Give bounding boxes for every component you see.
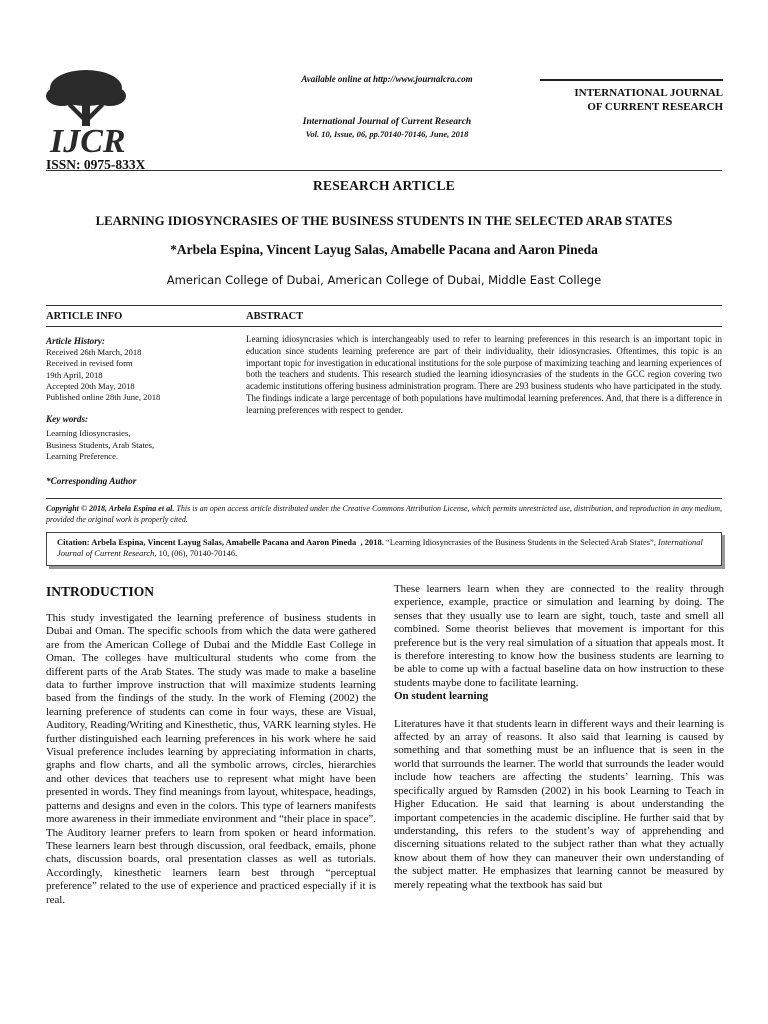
intro-paragraph: This study investigated the learning preference of business students in Dubai and Oman. The specific schools from which the data were gathered are from the American College of Dubai and the Middle East College in Oman. The colleges have multicultural students who come from the different parts of the Arab States. The study was made to make a baseline data to further improve instruction that will maximize students learning based from the findings of the study. In the work of Fleming (2002) the learning preference of students can come in four ways, these are Visual, Auditory, Reading/Writing and Kinesthetic, thus, VARK learning styles. He further distinguished each learning preferences in his work where he said Visual preference includes learning by appreciating information in charts, graphs and flow charts, and all the symbolic arrows, circles, hierarchies and other devices that teachers use to represent what might have been presented in words. They find meanings from layout, whitespace, headings, patterns and designs and even in the colors. This type of learners manifests more awareness in their immediate environment and “their place in space”. The Auditory learner prefers to learn from spoken or heard information. These learners learn best through discussion, oral feedback, emails, phone chats, discussion boards, oral presentation classes as well as tutorials. Accordingly, kinesthetic learners learn best through “perceptual preference” related to the use of experience and practiced especially if it is real. bbox=[46, 612, 376, 906]
citation-box bbox=[46, 532, 722, 566]
available-online: Available online at http://www.journalcra.com bbox=[301, 74, 473, 84]
journal-box bbox=[540, 79, 723, 114]
copyright-notice bbox=[46, 504, 722, 526]
history-item: Received in revised form bbox=[46, 358, 133, 369]
keywords-heading: Key words: bbox=[46, 414, 89, 425]
journal-box-line2: OF CURRENT RESEARCH bbox=[587, 101, 723, 113]
history-item: Published online 28th June, 2018 bbox=[46, 392, 161, 403]
left-column bbox=[46, 612, 376, 907]
journal-logo bbox=[40, 66, 130, 158]
article-title: LEARNING IDIOSYNCRASIES OF THE BUSINESS STUDENTS IN THE SELECTED ARAB STATES bbox=[95, 214, 673, 228]
subheading-student-learning: On student learning bbox=[394, 690, 489, 703]
introduction-heading: INTRODUCTION bbox=[46, 584, 155, 599]
right-paragraph-2: Literatures have it that students learn in different ways and their learning is affected by an array of reasons. It also said that learning is caused by something and that something must be an influence that is seen in the world that surrounds the learner. The world that surrounds the leader would include how teachers are affecting the students’ learning. This was specifically argued by Ramsden (2002) in his book Learning to Teach in Higher Education. He said that learning is about understanding the important competencies in the academic discipline. He further said that by understanding, this refers to the student’s way of apprehending and discerning situations related to the subject rather than what they actually know about them of how they can maneuver their own understanding of the subject matter. He emphasizes that learning cannot be measured by merely repeating what the textbook has said but bbox=[394, 717, 724, 891]
history-item: Accepted 20th May, 2018 bbox=[46, 380, 135, 391]
abstract-text: Learning idiosyncrasies which is interchangeably used to refer to learning preferences in this research is an important topic in education since students learning preference are part of their individuality, their idiosyncrasies. Oftentimes, this topic is an important topic for investigation in educational institutions for the sole purpose of maximizing teaching and learning experiences of both the teachers and students. This research studied the learning idiosyncrasies of the students in the GCC region covering two academic institutions offering business administration program. There are 293 business students who have participated in the study. The findings indicate a large percentage of both populations have multimodal learning preferences. And, that there is a difference in learning preferences with respect to gender. bbox=[246, 334, 722, 415]
history-item: Received 26th March, 2018 bbox=[46, 347, 142, 358]
citation-year: , 2018. bbox=[360, 537, 384, 547]
header-rule bbox=[46, 170, 722, 171]
copyright-text: This is an open access article distributed under the Creative Commons Attribution License, which permits unrestricted use, distribution, and reproduction in any medium, provided the original work is properly cited. bbox=[46, 504, 722, 524]
keyword-item: Learning Idiosyncrasies, bbox=[46, 428, 131, 439]
article-authors: *Arbela Espina, Vincent Layug Salas, Amabelle Pacana and Aaron Pineda bbox=[170, 242, 598, 257]
issn: ISSN: 0975-833X bbox=[46, 157, 146, 172]
journal-box-line1: INTERNATIONAL JOURNAL bbox=[574, 87, 723, 99]
article-affiliation bbox=[0, 273, 768, 288]
info-top-rule bbox=[46, 305, 722, 306]
article-type: RESEARCH ARTICLE bbox=[313, 178, 455, 193]
right-column bbox=[394, 583, 724, 892]
right-paragraph-1: These learners learn when they are connected to the reality through experience, example, practice or simulation and learning by doing. The senses that they usually use to learn are sight, touch, taste and smell all combined. Some theorist believes that movement is important for this preference but is the very real simulation of a situation that appeals most. It is therefore interesting to know how the business students are learning to be able to come up with a factual baseline data on how instruction to these students maybe done to facilitate learning. bbox=[394, 583, 724, 689]
citation-label: Citation: Arbela Espina, Vincent Layug Salas, Amabelle Pacana and Aaron Pineda bbox=[57, 537, 357, 547]
abstract-heading: ABSTRACT bbox=[246, 311, 304, 322]
corresponding-author: *Corresponding Author bbox=[46, 476, 137, 487]
citation-rest: , 10, (06), 70140-70146. bbox=[154, 548, 238, 559]
copyright-lead: Copyright © 2018, Arbela Espina et al. bbox=[46, 504, 175, 513]
article-info-heading: ARTICLE INFO bbox=[46, 311, 123, 322]
citation-title: “Learning Idiosyncrasies of the Business Students in the Selected Arab States”, bbox=[383, 537, 658, 547]
journal-name: International Journal of Current Research bbox=[302, 117, 472, 127]
article-info bbox=[46, 336, 236, 487]
affiliation-text: American College of Dubai, American College of Dubai, Middle East College bbox=[166, 273, 602, 287]
keyword-item: Learning Preference. bbox=[46, 450, 119, 461]
history-heading: Article History: bbox=[46, 336, 105, 346]
history-item: 19th April, 2018 bbox=[46, 369, 103, 380]
info-heading-rule bbox=[46, 326, 722, 327]
keyword-item: Business Students, Arab States, bbox=[46, 439, 155, 450]
citation-journal: International Journal of Current Research bbox=[57, 537, 703, 559]
logo-letters: IJCR bbox=[50, 123, 126, 158]
volume-line: Vol. 10, Issue, 06, pp.70140-70146, June, 2018 bbox=[305, 129, 469, 139]
copyright-rule bbox=[46, 498, 722, 499]
